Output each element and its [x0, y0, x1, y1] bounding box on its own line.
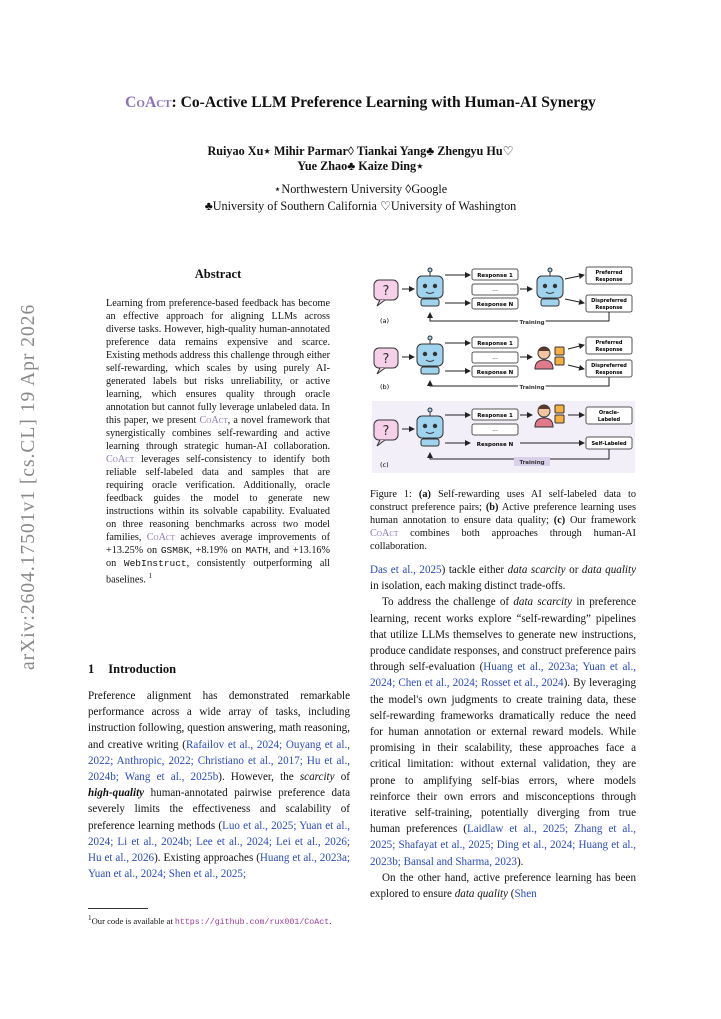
svg-text:Response: Response [595, 277, 623, 283]
panel-a [374, 267, 632, 326]
training-label: Training [519, 460, 545, 466]
svg-text:Response: Response [595, 347, 623, 353]
framework-name: CoAct [125, 94, 172, 111]
figure-1-caption: Figure 1: (a) Self-rewarding uses AI self-labeled data to construct preference pairs; (b) Active preference learning uses human annotation to ensure data quality; (c) Our framework CoAct combines both approaches through human-AI collaboration. [370, 489, 636, 552]
paragraph: On the other hand, active preference learning has been explored to ensure data quality (Shen [370, 871, 636, 901]
panel-b-label: (b) [380, 383, 390, 391]
citation-link[interactable]: Das et al., 2025 [370, 564, 442, 576]
arxiv-identifier: arXiv:2604.17501v1 [cs.CL] 19 Apr 2026 [18, 303, 39, 670]
oracle-labeled-label: Oracle- [598, 410, 620, 416]
citation-link[interactable]: Laidlaw et al., 2025; Zhang et al., 2025; Shafayat et al., 2025; Ding et al., 2024; Huang et al., 2023b; Bansal and Sharma, 2023 [370, 823, 636, 868]
ellipsis-label: ... [492, 286, 498, 293]
svg-text:Response: Response [595, 305, 623, 311]
abstract-heading: Abstract [194, 267, 242, 281]
training-label: Training [519, 320, 545, 326]
paragraph: Das et al., 2025) tackle either data scarcity or data quality in isolation, each making distinct trade-offs. [370, 564, 636, 593]
ellipsis-label: ... [492, 354, 498, 361]
response-n-label: Response N [476, 370, 514, 376]
response-n-label: Response N [476, 442, 514, 448]
ellipsis-label: ... [492, 426, 498, 433]
citation-link[interactable]: Huang et al., 2023a; Yuan et al., 2024; Shen et al., 2025; [88, 852, 350, 881]
section-heading-introduction: 1 Introduction [88, 662, 177, 676]
footnote: $^1$Our code is available at https://github.com/rux001/CoAct. [88, 914, 332, 927]
citation-link[interactable]: Luo et al., 2025; Yuan et al., 2024; Li et al., 2024b; Lee et al., 2024; Lei et al., 2026; Hu et al., 2026 [88, 819, 350, 865]
authors-line-1: Ruiyao Xu⋆ Mihir Parmar◊ Tiankai Yang♣ Zhengyu Hu♡ [207, 144, 514, 158]
svg-text:Dispreferred: Dispreferred [591, 363, 627, 369]
authors-line-2: Yue Zhao♣ Kaize Ding⋆ [297, 159, 424, 173]
dispreferred-label: Dispreferred [591, 298, 627, 304]
citation-link[interactable]: Rafailov et al., 2024; Ouyang et al., 2022; Anthropic, 2022; Christiano et al., 2017; Hu et al., 2024b; Wang et al., 2025b [88, 738, 350, 784]
right-column-body [370, 562, 636, 902]
affiliation-line-2: ♣University of Southern California ♡University of Washington [204, 199, 517, 213]
paper-title [0, 94, 721, 112]
svg-text:Preferred: Preferred [595, 340, 623, 346]
affiliation-line-1: ⋆Northwestern University ◊Google [273, 182, 448, 196]
response-n-label: Response N [476, 302, 514, 308]
training-label: Training [519, 385, 545, 391]
response-1-label: Response 1 [477, 413, 513, 419]
footnote-marker[interactable]: 1 [148, 572, 152, 580]
citation-link[interactable]: Shen [514, 888, 537, 901]
svg-text:Labeled: Labeled [597, 417, 621, 423]
self-labeled-label: Self-Labeled [591, 441, 627, 447]
footnote-divider [88, 908, 148, 909]
title-text: : Co-Active LLM Preference Learning with Human-AI Synergy [171, 94, 596, 111]
introduction-body: Preference alignment has demonstrated remarkable performance across a wide array of tasks, including instruction following, question answering, math reasoning, and creative writing (Rafailov et al., 2024; Ouyang et al., 2022; Anthropic, 2022; Christiano et al., 2017; Hu et al., 2024b; Wang et al., 2025b). However, the scarcity of high-quality human-annotated pairwise preference data severely limits the effectiveness and scalability of preference learning methods (Luo et al., 2025; Yuan et al., 2024; Li et al., 2024b; Lee et al., 2024; Lei et al., 2026; Hu et al., 2026). Existing approaches (Huang et al., 2023a; Yuan et al., 2024; Shen et al., 2025; [88, 690, 350, 881]
citation-link[interactable]: Huang et al., 2023a; Yuan et al., 2024; Chen et al., 2024; Rosset et al., 2024 [370, 661, 637, 690]
paragraph: To address the challenge of data scarcity in preference learning, recent works explore “self-rewarding” pipelines that utilize LLMs themselves to generate new instructions, produce candidate responses, and construct preference pairs through self-evaluation (Huang et al., 2023a; Yuan et al., 2024; Chen et al., 2024; Rosset et al., 2024). By leveraging the model's own judgments to create training data, these self-rewarding frameworks dramatically reduce the need for human annotation or external reward models. While promising in their scalability, these approaches face a critical limitation: without external validation, they are prone to amplifying self-bias errors, where models reinforce their own errors and misconceptions through iterative self-training, potentially diverging from true human preferences (Laidlaw et al., 2025; Zhang et al., 2025; Shafayat et al., 2025; Ding et al., 2024; Huang et al., 2023b; Bansal and Sharma, 2023). [370, 596, 637, 868]
response-1-label: Response 1 [477, 341, 513, 347]
svg-text:Response: Response [595, 370, 623, 376]
response-1-label: Response 1 [477, 273, 513, 279]
code-url-link[interactable]: https://github.com/rux001/CoAct [174, 917, 330, 927]
panel-c [372, 401, 635, 473]
panel-a-label: (a) [380, 317, 390, 325]
preferred-label: Preferred [595, 270, 623, 276]
figure-1-diagram: ? Response 1 ... Response N Preferred Response Dispreferred Response Training (a) Response 1 ... Response N Preferred Response Dispreferred Response Training (b) Response 1 ... Response N Oracle- Labeled Self-Labeled Training (c) [372, 265, 635, 475]
panel-c-label: (c) [380, 461, 389, 469]
abstract-body: Learning from preference-based feedback has become an effective approach for aligning LLMs across diverse tasks. However, high-quality human-annotated preference data remains expensive and scarce. Existing methods address this challenge through either self-rewarding, which scales by using purely AI-generated labels but risks unreliability, or active learning, which ensures quality through oracle annotation but cannot fully leverage unlabeled data. In this paper, we present CoAct, a novel framework that synergistically combines self-rewarding and active learning through strategic human-AI collaboration. CoAct leverages self-consistency to identify both reliable self-labeled data and samples that are requiring oracle verification. Additionally, oracle feedback guides the model to generate new instructions within its solvable capability. Evaluated on three reasoning benchmarks across two model families, CoAct achieves average improvements of +13.25% on GSM8K, +8.19% on MATH, and +13.16% on WebInstruct, consistently outperforming all baselines. $^1$ [106, 298, 331, 586]
panel-b [374, 336, 632, 391]
